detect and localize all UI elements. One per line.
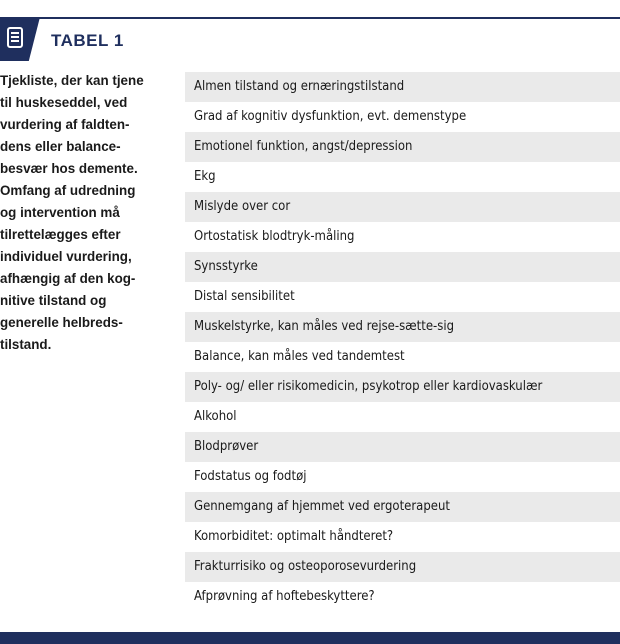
document-list-icon-glyph: [7, 27, 25, 49]
caption-line: generelle helbreds-: [0, 315, 123, 330]
caption-line: vurdering af faldten-: [0, 117, 130, 132]
checklist-row: Emotionel funktion, angst/depression: [185, 132, 620, 162]
checklist-row: Gennemgang af hjemmet ved ergoterapeut: [185, 492, 620, 522]
checklist-row: Balance, kan måles ved tandemtest: [185, 342, 620, 372]
bottom-rule: [0, 632, 620, 644]
caption-line: besvær hos demente.: [0, 161, 138, 176]
checklist-row: Ekg: [185, 162, 620, 192]
caption-line: Tjekliste, der kan tjene: [0, 73, 144, 88]
caption-line: individuel vurdering,: [0, 249, 132, 264]
caption-line: til huskeseddel, ved: [0, 95, 128, 110]
caption-line: Omfang af udredning: [0, 183, 136, 198]
checklist-row: Synsstyrke: [185, 252, 620, 282]
table-title: TABEL 1: [51, 31, 124, 50]
checklist-row: Blodprøver: [185, 432, 620, 462]
checklist-row: Distal sensibilitet: [185, 282, 620, 312]
checklist-table: [185, 72, 620, 612]
checklist-row: Komorbiditet: optimalt håndteret?: [185, 522, 620, 552]
checklist-row: Poly- og/ eller risikomedicin, psykotrop eller kardiovaskulær: [185, 372, 620, 402]
checklist-row: Ortostatisk blodtryk-måling: [185, 222, 620, 252]
checklist-row: Afprøvning af hoftebeskyttere?: [185, 582, 620, 612]
caption-line: nitive tilstand og: [0, 293, 107, 308]
caption-line: tilstand.: [0, 337, 52, 352]
checklist-row: Alkohol: [185, 402, 620, 432]
checklist-row: Fodstatus og fodtøj: [185, 462, 620, 492]
checklist-row: Muskelstyrke, kan måles ved rejse-sætte-sig: [185, 312, 620, 342]
checklist-row: Frakturrisiko og osteoporosevurdering: [185, 552, 620, 582]
caption-line: afhængig af den kog-: [0, 271, 136, 286]
checklist-row: Mislyde over cor: [185, 192, 620, 222]
checklist-row: Grad af kognitiv dysfunktion, evt. demenstype: [185, 102, 620, 132]
document-list-icon: [0, 17, 40, 61]
caption-line: tilrettelægges efter: [0, 227, 121, 242]
checklist-row: Almen tilstand og ernæringstilstand: [185, 72, 620, 102]
caption-line: og intervention må: [0, 205, 120, 220]
top-rule: [0, 17, 620, 19]
table-caption: [0, 70, 150, 356]
caption-line: dens eller balance-: [0, 139, 121, 154]
